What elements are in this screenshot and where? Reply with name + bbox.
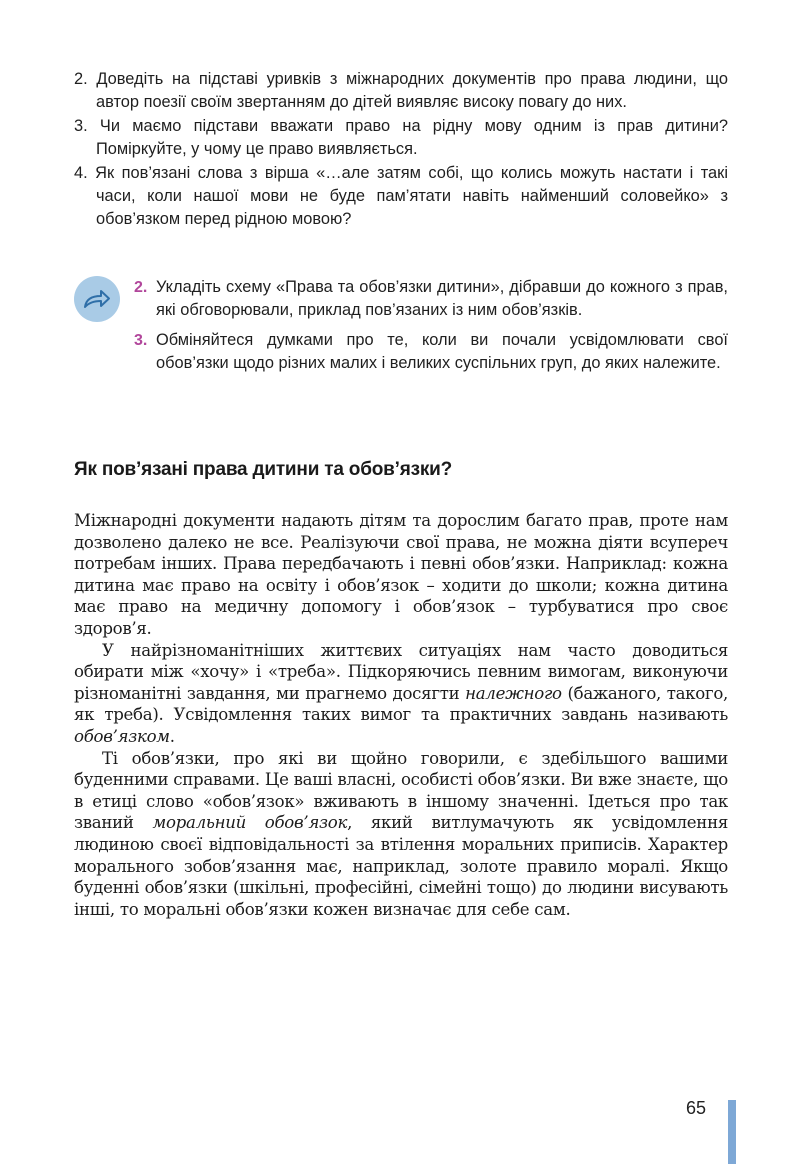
page-number: 65 [686, 1098, 707, 1118]
p2-text-c: . [169, 726, 175, 746]
task-number: 2. [134, 279, 148, 296]
share-arrow-icon [74, 276, 120, 322]
task-item [134, 276, 728, 322]
p2-emphasis-obovyazok: обов’язком [74, 726, 170, 746]
p3-text-b: , який витлумачують як усвідомлення людиною своєї відповідальності за втілення моральних приписів. Характер морального зобов’язання має, наприклад, золоте правило моралі. Якщо буденні обов’язки (шкільні, професійні, сімейні тощо) до людини висувають інші, то моральні обов’язки кожен визначає для себе сам. [74, 813, 728, 919]
p3-text-a: Ті обов’язки, про які ви щойно говорили, є здебільшого вашими буденними справами. Це ваші власні, особисті обов’язки. Ви вже знаєте, що в етиці слово «обов’язок» вживають в іншому значенні. Ідеться про так званий [74, 748, 728, 833]
paragraph-2 [74, 640, 728, 748]
p2-text-b: (бажаного, такого, як треба). Усвідомлення таких вимог та практичних завдань називають [74, 683, 728, 725]
p2-text-a: У найрізноманітніших життєвих ситуаціях нам часто доводиться обирати між «хочу» і «треба». Підкоряючись певним вимогам, виконуючи різноманітні завдання, ми прагнемо досягти [74, 640, 728, 703]
body-text [74, 510, 728, 920]
question-2: 2. Доведіть на підставі уривків з міжнародних документів про права людини, що автор поезії своїм звертанням до дітей виявляє високу повагу до них. [74, 70, 728, 111]
page-edge-bar [728, 1100, 736, 1164]
p3-emphasis-moral-duty: моральний обов’язок [152, 813, 348, 833]
task-text: Обміняйтеся думками про те, коли ви почали усвідомлювати свої обов’язки щодо різних малих і великих суспільних груп, до яких належите. [156, 331, 728, 372]
task-item [134, 329, 728, 375]
section-heading: Як пов’язані права дитини та обов’язки? [74, 459, 453, 480]
question-4: 4. Як пов’язані слова з вірша «…але затям собі, що колись можуть настати і такі часи, коли нашої мови не буде пам’ятати навіть найменший соловейко» з обов’язком перед рідною мовою? [74, 164, 728, 228]
questions-list [74, 68, 728, 232]
paragraph-3 [74, 748, 728, 921]
task-list [134, 276, 728, 382]
question-3: 3. Чи маємо підстави вважати право на рідну мову одним із прав дитини? Поміркуйте, у чому це право виявляється. [74, 117, 728, 158]
p2-emphasis-nalezhnoho: належного [465, 683, 562, 703]
task-text: Укладіть схему «Права та обов’язки дитини», дібравши до кожного з прав, які обговорювали, приклад пов’язаних із ним обов’язків. [156, 278, 728, 319]
paragraph-1: Міжнародні документи надають дітям та дорослим багато прав, проте нам дозволено далеко не все. Реалізуючи свої права, не можна діяти всупереч потребам інших. Права передбачають і певні обов’язки. Наприклад: кожна дитина має право на освіту і обов’язок – ходити до школи; кожна дитина має право на медичну допомогу і обов’язок – турбуватися про своє здоров’я. [74, 511, 728, 638]
task-number: 3. [134, 332, 148, 349]
